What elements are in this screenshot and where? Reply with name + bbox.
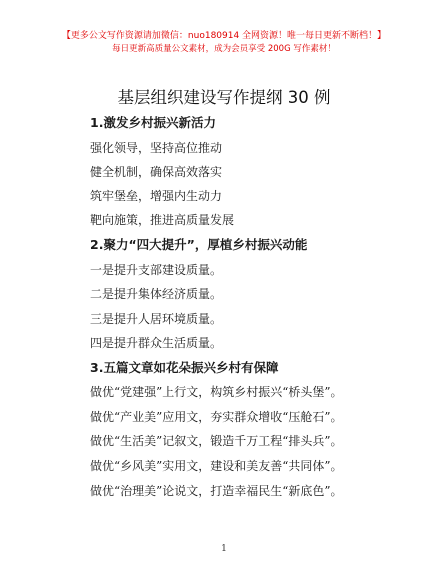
outline-item: 做优“乡风美”实用文，建设和美友善“共同体”。: [90, 459, 343, 473]
outline-item: 做优“治理美”论说文，打造幸福民生“新底色”。: [90, 484, 343, 498]
outline-item: 筑牢堡垒，增强内生动力: [90, 189, 223, 203]
outline-item: 强化领导，坚持高位推动: [90, 141, 223, 155]
outline-item: 做优“党建强”上行文，构筑乡村振兴“桥头堡”。: [90, 385, 343, 399]
promo-banner-line-1: 【更多公文写作资源请加微信：nuo180914 全网资源！唯一每日更新不断档！】: [61, 31, 387, 41]
outline-item: 做优“产业美”应用文，夯实群众增收“压舱石”。: [90, 410, 343, 424]
page-number: 1: [221, 544, 227, 554]
outline-item: 一是提升支部建设质量。: [90, 263, 223, 277]
promo-banner-line-2: 每日更新高质量公文素材，成为会员享受 200G 写作素材！: [112, 44, 336, 54]
outline-item: 做优“生活美”记叙文，锻造千万工程“排头兵”。: [90, 434, 343, 448]
section-heading: 1.激发乡村振兴新活力: [90, 115, 216, 130]
document-title: 基层组织建设写作提纲 30 例: [117, 88, 331, 107]
section-heading: 2.聚力“四大提升”，厚植乡村振兴动能: [90, 237, 308, 252]
outline-item: 靶向施策，推进高质量发展: [90, 213, 235, 227]
outline-item: 健全机制，确保高效落实: [90, 165, 223, 179]
outline-item: 四是提升群众生活质量。: [90, 336, 223, 350]
outline-item: 二是提升集体经济质量。: [90, 287, 223, 301]
outline-item: 三是提升人居环境质量。: [90, 312, 223, 326]
section-heading: 3.五篇文章如花朵振兴乡村有保障: [90, 360, 279, 375]
